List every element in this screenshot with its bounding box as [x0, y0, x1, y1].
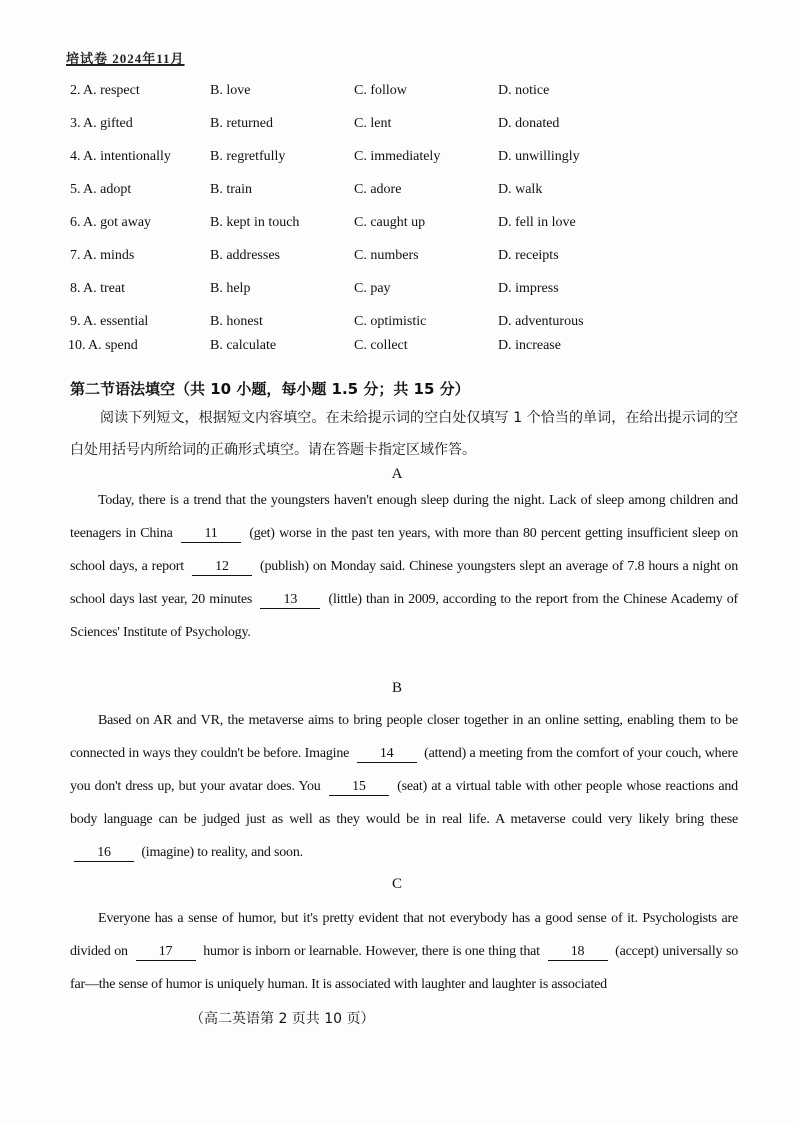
passage-text: Based on AR and VR, the metaverse aims to bring people closer together in an online setting, enabling them to be connected in ways they couldn't be before. Imagine: [70, 713, 738, 761]
option-a: A. adopt: [83, 182, 132, 197]
option-b: B. calculate: [210, 338, 277, 353]
question-number: 8.: [70, 281, 81, 296]
passage-text: humor is inborn or learnable. However, there is one thing that: [203, 944, 540, 959]
passage-text: (attend) a meeting from the comfort of your couch, where you don't dress up, but your avatar does. You: [70, 746, 738, 794]
option-b: B. returned: [210, 116, 273, 131]
option-d: D. increase: [498, 338, 561, 353]
blank-11: 11: [181, 526, 241, 543]
option-d: D. adventurous: [498, 314, 584, 329]
option-row: [70, 179, 750, 212]
option-row: [70, 278, 750, 311]
blank-14: 14: [357, 746, 417, 763]
option-a: A. treat: [83, 281, 125, 296]
option-c: C. numbers: [354, 248, 419, 263]
option-b: B. honest: [210, 314, 263, 329]
option-a: A. minds: [83, 248, 135, 263]
option-c: C. follow: [354, 83, 407, 98]
blank-18: 18: [548, 944, 608, 961]
option-b: B. kept in touch: [210, 215, 300, 230]
option-b: B. love: [210, 83, 251, 98]
option-row: [70, 311, 750, 335]
option-b: B. train: [210, 182, 252, 197]
header-stamp: 培试卷 2024年11月: [66, 51, 185, 66]
option-a: A. essential: [83, 314, 149, 329]
option-d: D. fell in love: [498, 215, 576, 230]
option-a: A. respect: [83, 83, 140, 98]
passage-text: (little) than in 2009, according to the report from the Chinese Academy of Sciences' Institute of Psychology.: [70, 592, 738, 640]
question-number: 5.: [70, 182, 81, 197]
passage-c-letter: C: [391, 876, 402, 892]
option-row: [70, 80, 750, 113]
option-row: [70, 212, 750, 245]
section-title: 第二节语法填空（共 10 小题，每小题 1.5 分；共 15 分）: [70, 380, 470, 398]
passage-a: [70, 484, 738, 649]
options-list: [70, 80, 750, 359]
passage-text: (seat) at a virtual table with other people whose reactions and body language can be judged just as well as they would be in real life. A metaverse could very likely bring these: [70, 779, 738, 827]
question-number: 7.: [70, 248, 81, 263]
option-c: C. caught up: [354, 215, 426, 230]
option-d: D. donated: [498, 116, 560, 131]
option-row: [70, 146, 750, 179]
blank-12: 12: [192, 559, 252, 576]
question-number: 9.: [70, 314, 81, 329]
question-number: 10.: [68, 338, 86, 353]
option-a: A. spend: [88, 338, 138, 353]
option-c: C. immediately: [354, 149, 441, 164]
question-number: 3.: [70, 116, 81, 131]
question-number: 6.: [70, 215, 81, 230]
passage-b: [70, 704, 738, 869]
blank-13: 13: [260, 592, 320, 609]
option-row: [70, 245, 750, 278]
passage-text: (accept) universally so far—the sense of humor is uniquely human. It is associated with laughter and laughter is associated: [70, 944, 739, 992]
passage-text: (get) worse in the past ten years, with more than 80 percent getting insufficient sleep on school days, a report: [70, 526, 738, 574]
blank-16: 16: [74, 845, 134, 862]
option-d: D. receipts: [498, 248, 559, 263]
passage-text: Everyone has a sense of humor, but it's pretty evident that not everybody has a good sense of it. Psychologists are divided on: [70, 911, 738, 959]
option-b: B. regretfully: [210, 149, 286, 164]
option-row: [70, 113, 750, 146]
question-number: 4.: [70, 149, 81, 164]
option-c: C. pay: [354, 281, 391, 296]
passage-text: Today, there is a trend that the youngsters haven't enough sleep during the night. Lack of sleep among children and teenagers in China: [70, 493, 738, 541]
passage-text: (publish) on Monday said. Chinese youngsters slept an average of 7.8 hours a night on school days last year, 20 minutes: [70, 559, 738, 607]
option-a: A. intentionally: [83, 149, 171, 164]
question-number: 2.: [70, 83, 81, 98]
option-d: D. walk: [498, 182, 543, 197]
option-d: D. unwillingly: [498, 149, 580, 164]
page-footer: （高二英语第 2 页共 10 页）: [190, 1011, 375, 1027]
option-a: A. got away: [83, 215, 152, 230]
option-c: C. lent: [354, 116, 392, 131]
option-b: B. addresses: [210, 248, 280, 263]
option-a: A. gifted: [83, 116, 133, 131]
passage-a-letter: A: [391, 466, 403, 482]
option-c: C. adore: [354, 182, 402, 197]
option-row: [70, 335, 750, 359]
option-c: C. optimistic: [354, 314, 427, 329]
option-b: B. help: [210, 281, 251, 296]
blank-17: 17: [136, 944, 196, 961]
passage-text: (imagine) to reality, and soon.: [141, 845, 303, 860]
option-d: D. impress: [498, 281, 559, 296]
passage-c: [70, 902, 738, 1001]
option-d: D. notice: [498, 83, 550, 98]
section-instructions: 阅读下列短文，根据短文内容填空。在未给提示词的空白处仅填写 1 个恰当的单词，在给出提示词的空白处用括号内所给词的正确形式填空。请在答题卡指定区域作答。: [70, 410, 738, 458]
blank-15: 15: [329, 779, 389, 796]
option-c: C. collect: [354, 338, 408, 353]
passage-b-letter: B: [391, 680, 402, 696]
